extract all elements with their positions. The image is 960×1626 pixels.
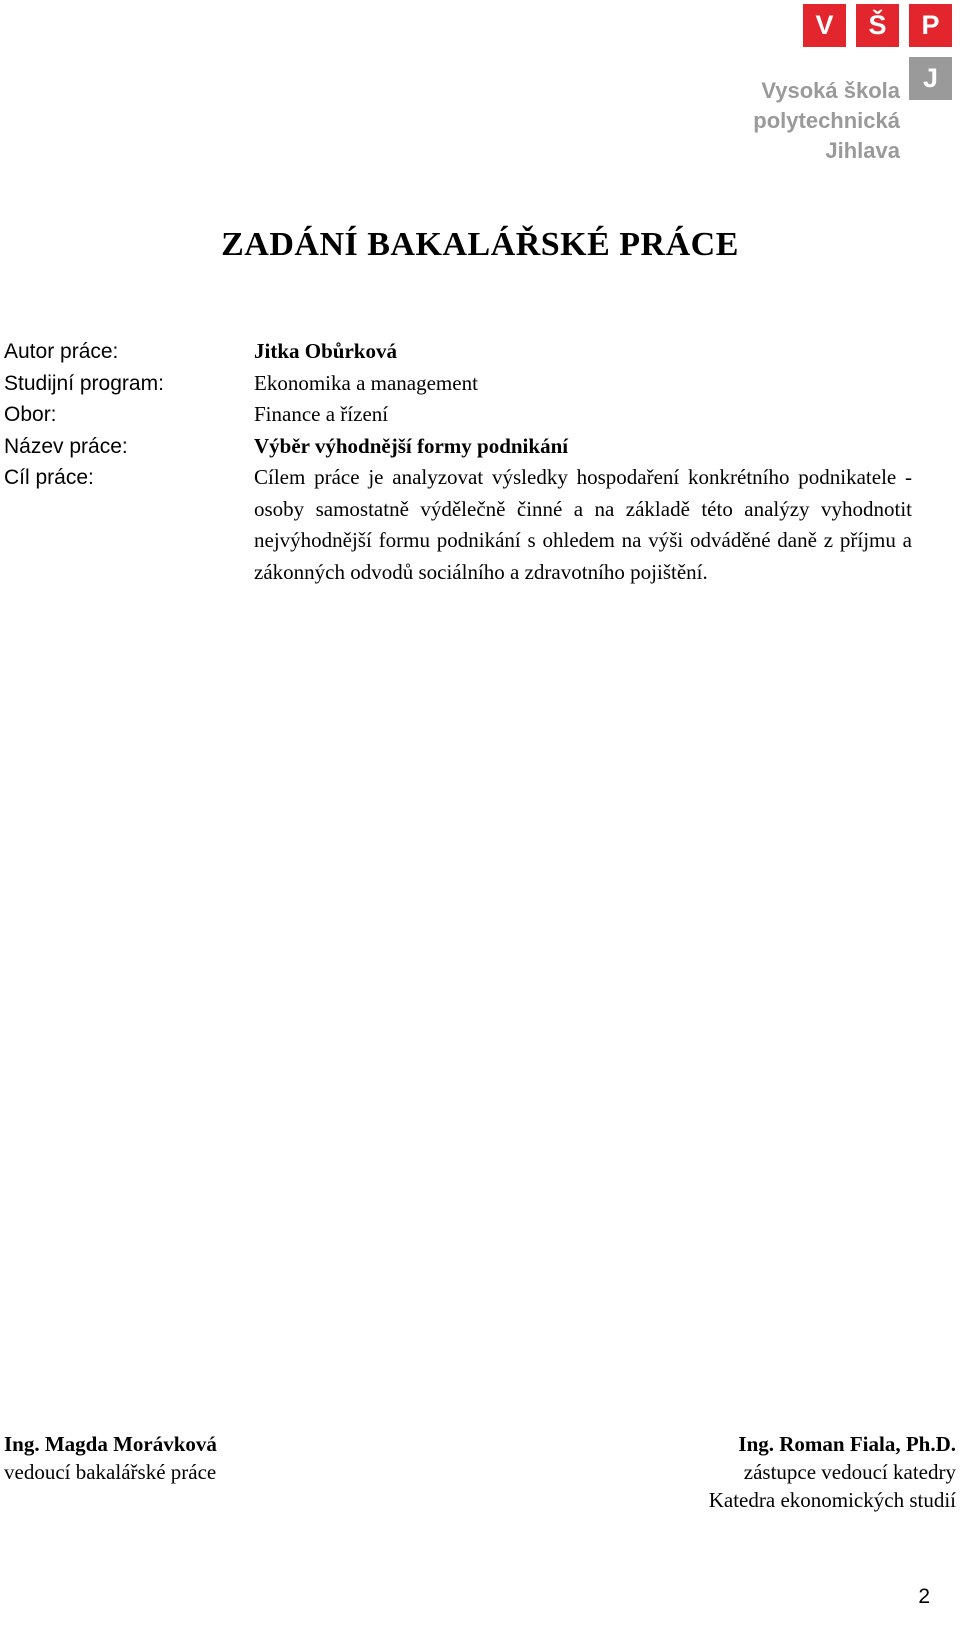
field-row (4, 399, 904, 431)
thesis-title-row (4, 431, 904, 463)
thesis-title-label: Název práce: (4, 434, 128, 458)
document-title: ZADÁNÍ BAKALÁŘSKÉ PRÁCE (221, 226, 739, 263)
logo-letter-v: V (803, 4, 846, 47)
program-row (4, 368, 904, 400)
logo-letter-j: J (909, 57, 952, 100)
thesis-title-value: Výběr výhodnější formy podnikání (254, 433, 569, 458)
goal-row (4, 462, 912, 588)
field-label: Obor: (4, 403, 57, 426)
logo-letter-p: P (909, 4, 952, 47)
school-logo (700, 4, 956, 174)
author-label: Autor práce: (4, 340, 119, 363)
thesis-info (4, 336, 912, 588)
supervisor-role: vedoucí bakalářské práce (4, 1460, 217, 1484)
logo-wordmark (753, 76, 900, 166)
department-name: Katedra ekonomických studií (708, 1488, 956, 1512)
author-value: Jitka Obůrková (254, 339, 397, 363)
supervisor-name: Ing. Magda Morávková (4, 1432, 217, 1456)
program-value: Ekonomika a management (254, 370, 478, 395)
deputy-head-signature (709, 1430, 956, 1514)
logo-wordmark-line: Jihlava (825, 138, 900, 163)
logo-wordmark-line: polytechnická (753, 108, 900, 133)
deputy-head-role: zástupce vedoucí katedry (743, 1460, 956, 1484)
goal-label: Cíl práce: (4, 466, 94, 489)
goal-value: Cílem práce je analyzovat výsledky hospodaření konkrétního podnikatele - osoby samostatně výdělečně činné a na základě této analýzy vyhodnotit nejvýhodnější formu podnikání s ohledem na výši odváděné daně z příjmu a zákonných odvodů sociálního a zdravotního pojištění. (254, 465, 912, 584)
field-value: Finance a řízení (254, 402, 389, 426)
deputy-head-name: Ing. Roman Fiala, Ph.D. (738, 1432, 956, 1456)
program-label: Studijní program: (4, 371, 164, 395)
page-number: 2 (918, 1585, 930, 1608)
supervisor-signature (4, 1430, 217, 1486)
author-row (4, 336, 904, 368)
logo-wordmark-line: Vysoká škola (761, 78, 900, 103)
logo-letter-s: Š (856, 4, 899, 47)
